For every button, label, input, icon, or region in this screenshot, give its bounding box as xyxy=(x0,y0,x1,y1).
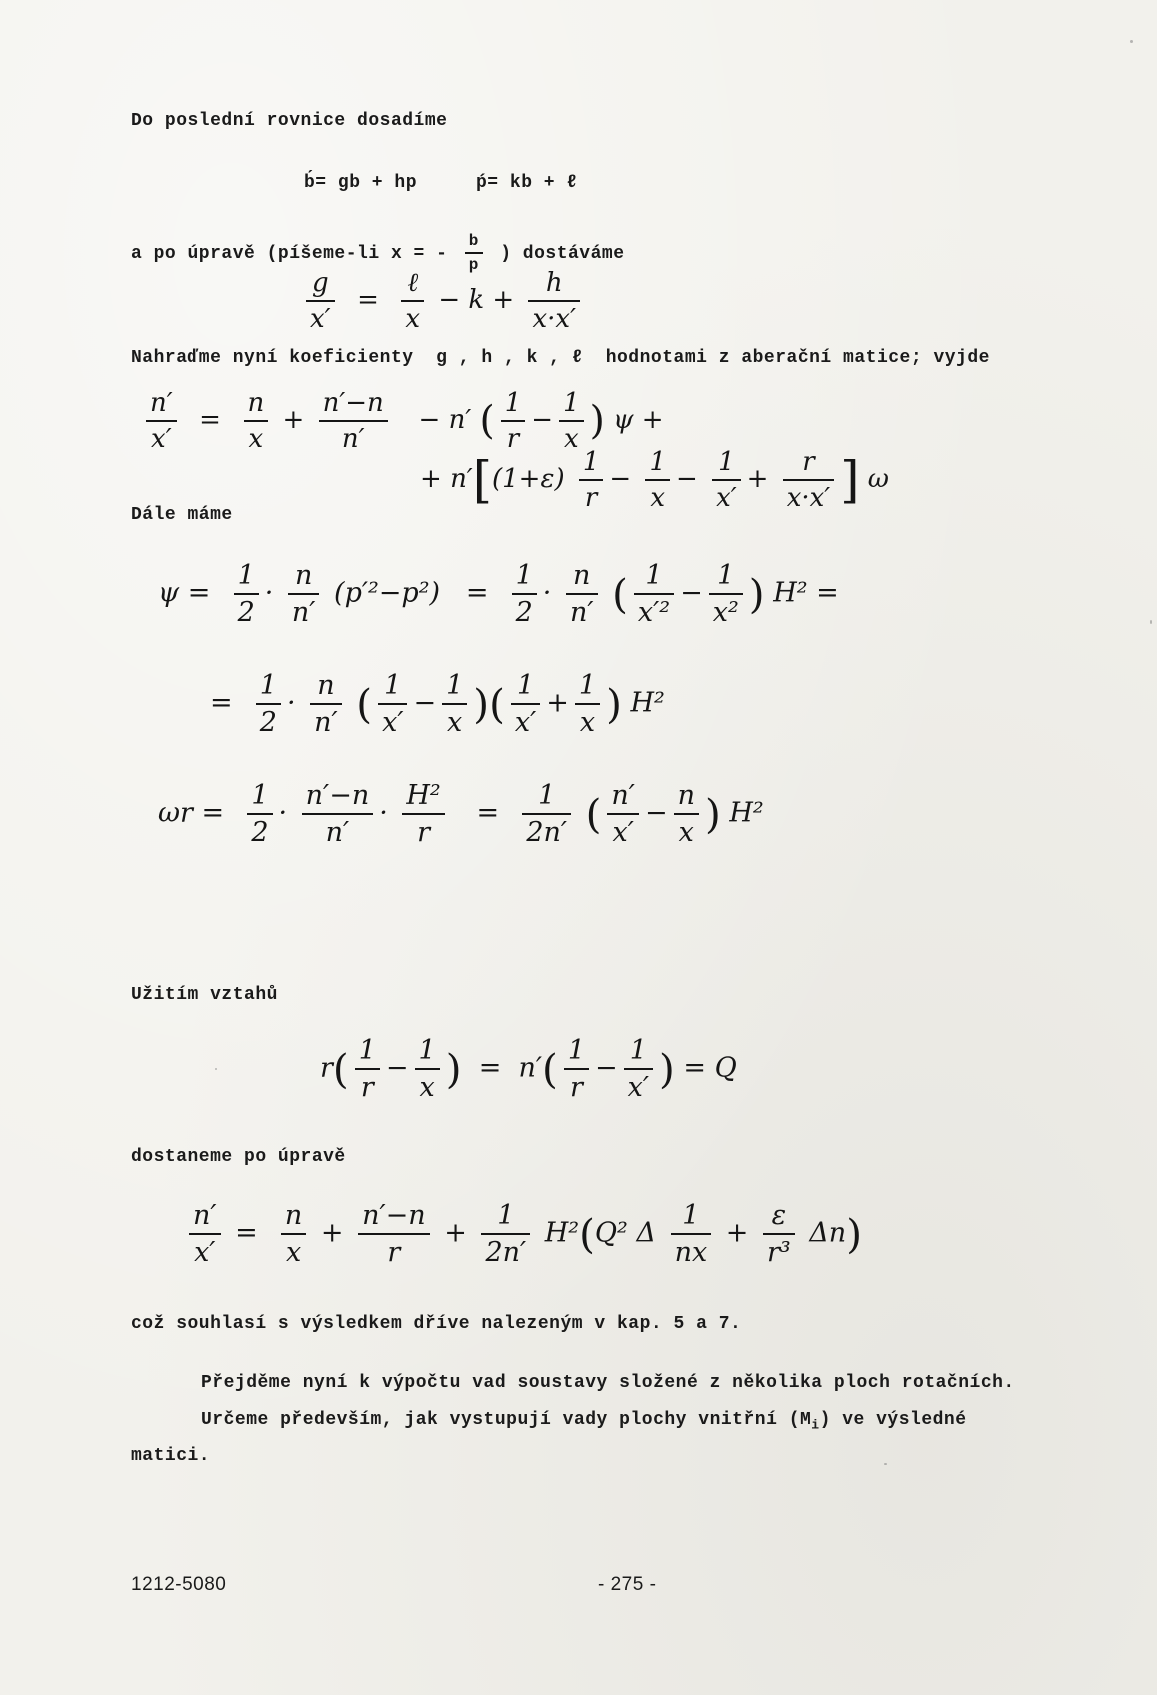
frac-1-x2 xyxy=(709,560,743,628)
one-symbol: 1 xyxy=(237,560,255,591)
one-symbol: 1 xyxy=(358,1035,376,1066)
frac-n-x xyxy=(674,780,699,848)
r-symbol: r xyxy=(358,1233,430,1268)
frac-1-x xyxy=(442,670,467,738)
frac-1-2np xyxy=(522,780,571,848)
xxp-symbol: x·x′ xyxy=(528,300,580,334)
r-symbol: r xyxy=(802,447,815,477)
x-symbol: x xyxy=(559,420,584,454)
frac-n-x xyxy=(281,1200,306,1268)
frac-1-r xyxy=(579,447,604,513)
npmn-symbol: n′−n xyxy=(362,1200,426,1231)
r-symbol: r xyxy=(564,1068,589,1103)
n-symbol: n xyxy=(573,560,591,591)
coefficients-list: g , h , k , ℓ xyxy=(436,348,584,368)
one-symbol: 1 xyxy=(629,1035,647,1066)
np-symbol: n′ xyxy=(150,388,173,418)
r-symbol: r xyxy=(579,479,604,513)
frac-n-x xyxy=(244,388,269,454)
np-factor: n′ xyxy=(518,1052,543,1084)
x2-symbol: x² xyxy=(709,593,743,628)
delta-n-symbol: Δn xyxy=(809,1217,847,1249)
xp2-symbol: x′² xyxy=(634,593,674,628)
scan-speck xyxy=(1130,40,1133,43)
frac-n-np xyxy=(288,560,320,628)
xp-symbol: x′ xyxy=(511,703,540,738)
substitution-b: b́= gb + hp xyxy=(304,173,418,193)
equation-Q: r( $\frac{1}{r}$ − $\frac{1}{x}$ ) = n′( $\frac{1}{r}$ − $\frac{1}{x'}$ ) = Q xyxy=(320,1035,737,1103)
Q2-symbol: Q² xyxy=(594,1217,628,1249)
xp-symbol: x′ xyxy=(607,813,639,848)
matrix-word-line: matici. xyxy=(131,1446,211,1466)
np-symbol: n′ xyxy=(611,780,635,811)
frac-1-2 xyxy=(234,560,259,628)
two-symbol: 2 xyxy=(247,813,272,848)
agreement-line: což souhlasí s výsledkem dříve nalezeným v kap. 5 a 7. xyxy=(131,1314,742,1334)
psi-symbol: ψ xyxy=(613,405,634,435)
subscript-i: i xyxy=(811,1417,820,1433)
frac-1-xp xyxy=(378,670,407,738)
one-symbol: 1 xyxy=(649,447,667,477)
scan-speck xyxy=(1150,620,1152,624)
frac-1-2 xyxy=(512,560,537,628)
one-symbol: 1 xyxy=(504,388,522,418)
r3-symbol: r³ xyxy=(763,1233,795,1268)
equation-psi-factored: = $\frac{1}{2}$ · $\frac{n}{n'}$ ( $\frac{1}{x'}$ − $\frac{1}{x}$ )( $\frac{1}{x'}$ + $\frac{1}{x}$ ) H² xyxy=(210,670,665,738)
npmn-symbol: n′−n xyxy=(305,780,370,811)
frac-1-r xyxy=(564,1035,589,1103)
internal-surface-text: Určeme především, jak vystupují vady plochy vnitřní (M xyxy=(201,1410,812,1430)
one-symbol: 1 xyxy=(384,670,402,701)
frac-1-x xyxy=(559,388,584,454)
one-symbol: 1 xyxy=(538,780,556,811)
H2-symbol: H² xyxy=(729,797,764,829)
frac-1-xp xyxy=(624,1035,653,1103)
one-symbol: 1 xyxy=(259,670,277,701)
frac-r-xxp xyxy=(783,447,835,513)
page-number: - 275 - xyxy=(598,1574,657,1595)
xxp-symbol: x·x′ xyxy=(783,479,835,513)
frac-1-x xyxy=(645,447,670,513)
coefficients-line xyxy=(131,348,990,368)
one-symbol: 1 xyxy=(582,447,600,477)
eps-symbol: ε xyxy=(771,1200,787,1231)
internal-surface-line xyxy=(201,1410,967,1433)
frac-1-x xyxy=(575,670,600,738)
twonp-symbol: 2n′ xyxy=(481,1233,530,1268)
b-symbol: b xyxy=(468,232,479,250)
frac-eps-r3 xyxy=(763,1200,795,1268)
frac-1-nx xyxy=(671,1200,712,1268)
H2-symbol: H² xyxy=(773,577,808,609)
frac-npmn-np xyxy=(319,388,388,454)
xp-symbol: x′ xyxy=(624,1068,653,1103)
n-symbol: n xyxy=(294,560,313,591)
document-code: 1212-5080 xyxy=(131,1574,227,1595)
np-factor: n′ xyxy=(450,464,473,494)
npmn-symbol: n′−n xyxy=(322,388,384,418)
one-symbol: 1 xyxy=(251,780,269,811)
frac-H2-r xyxy=(402,780,444,848)
xp-symbol: x′ xyxy=(306,300,335,334)
n-symbol: n xyxy=(247,388,265,418)
omega-r-symbol: ωr xyxy=(158,797,193,829)
twonp-symbol: 2n′ xyxy=(522,813,571,848)
frac-1-r xyxy=(355,1035,380,1103)
further-line: Dále máme xyxy=(131,505,233,525)
np-factor: n′ xyxy=(448,405,472,435)
np-symbol: n′ xyxy=(310,703,342,738)
xp-symbol: x′ xyxy=(378,703,407,738)
n-symbol: n xyxy=(317,670,335,701)
frac-1-2 xyxy=(247,780,272,848)
n-symbol: n xyxy=(284,1200,303,1231)
g-symbol: g xyxy=(311,268,329,298)
equation-g-l-k-h: $\frac{g}{x'}$ = $\frac{\text{ℓ}}{x}$ − k + $\frac{h}{x\cdot x'}$ xyxy=(300,268,586,334)
frac-np-xp xyxy=(607,780,639,848)
substitution-p: ṕ= kb + ℓ xyxy=(476,173,578,193)
r-symbol: r xyxy=(501,420,526,454)
using-relations-line: Užitím vztahů xyxy=(131,985,278,1005)
np-symbol: n′ xyxy=(302,813,374,848)
p-symbol: p xyxy=(465,252,483,274)
one-symbol: 1 xyxy=(446,670,464,701)
one-symbol: 1 xyxy=(682,1200,700,1231)
xp-symbol: x′ xyxy=(712,479,741,513)
np-symbol: n′ xyxy=(566,593,598,628)
x-symbol: x xyxy=(674,813,699,848)
one-symbol: 1 xyxy=(645,560,663,591)
frac-1-xp2 xyxy=(634,560,674,628)
n-symbol: n xyxy=(677,780,695,811)
frac-1-xp xyxy=(511,670,540,738)
xp-symbol: x′ xyxy=(189,1233,221,1268)
scan-speck xyxy=(884,1463,887,1465)
equation-final: $\frac{n'}{x'}$ = $\frac{n}{x}$ + $\frac{n'-n}{r}$ + $\frac{1}{2n'}$ H²(Q² Δ $\frac{1}{nx}$ + $\frac{\varepsilon}{\text{r³}}$ Δn) xyxy=(183,1200,862,1268)
frac-1-x xyxy=(415,1035,440,1103)
H2-symbol: H² xyxy=(630,687,665,719)
x-symbol: x xyxy=(401,300,424,334)
one-symbol: 1 xyxy=(516,670,535,701)
x-symbol: x xyxy=(575,703,600,738)
one-symbol: 1 xyxy=(515,560,533,591)
one-symbol: 1 xyxy=(718,447,735,477)
h-symbol: h xyxy=(545,268,563,298)
coefficients-text-end: hodnotami z aberační matice; vyjde xyxy=(605,348,990,368)
psi-symbol: ψ xyxy=(158,577,180,609)
equation-np-xp: $\frac{n'}{x'}$ = $\frac{n}{x}$ + $\frac{n'-n}{n'}$ − n′ ( $\frac{1}{r}$ − $\frac{1}{x}$ ) ψ + xyxy=(140,388,664,454)
result-intro-line: dostaneme po úpravě xyxy=(131,1147,346,1167)
minus-k-term: − k + xyxy=(438,285,515,315)
frac-np-xp xyxy=(146,388,177,454)
xp-symbol: x′ xyxy=(146,420,177,454)
frac-n-np xyxy=(566,560,598,628)
frac-g-xp xyxy=(306,268,335,334)
equation-psi: ψ = $\frac{1}{2}$ · $\frac{n}{n'}$ (p′²−p²) = $\frac{1}{2}$ · $\frac{n}{n'}$ ( $\frac{1}{\text{x′²}}$ − $\frac{1}{\text{x²}}$ ) H² = xyxy=(158,560,839,628)
one-symbol: 1 xyxy=(497,1200,515,1231)
x-symbol: x xyxy=(244,420,269,454)
next-topic-line: Přejděme nyní k výpočtu vad soustavy složené z několika ploch rotačních. xyxy=(201,1373,1015,1393)
equation-omega-r: ωr = $\frac{1}{2}$ · $\frac{n'-n}{n'}$ · $\frac{\text{H²}}{r}$ = $\frac{1}{2n'}$ ( $\frac{n'}{x'}$ − $\frac{n}{x}$ ) H² xyxy=(158,780,764,848)
frac-1-r xyxy=(501,388,526,454)
nx-symbol: nx xyxy=(671,1233,712,1268)
one-symbol: 1 xyxy=(563,388,580,418)
np-symbol: n′ xyxy=(193,1200,217,1231)
H2-symbol: H² xyxy=(406,780,441,811)
frac-l-x xyxy=(401,268,424,334)
rearrangement-text-end: ) dostáváme xyxy=(500,243,625,264)
frac-n-np xyxy=(310,670,342,738)
coefficients-text: Nahraďme nyní koeficienty xyxy=(131,348,414,368)
one-symbol: 1 xyxy=(567,1035,586,1066)
x-symbol: x xyxy=(415,1068,440,1103)
one-symbol: 1 xyxy=(418,1035,436,1066)
eps-symbol: ε xyxy=(540,464,555,494)
two-symbol: 2 xyxy=(234,593,259,628)
frac-1-2 xyxy=(256,670,281,738)
two-symbol: 2 xyxy=(256,703,281,738)
ell-symbol: ℓ xyxy=(407,268,419,298)
x-symbol: x xyxy=(645,479,670,513)
one-symbol: 1 xyxy=(578,670,597,701)
x-symbol: x xyxy=(442,703,467,738)
frac-h-xxp xyxy=(528,268,580,334)
frac-npmn-np xyxy=(302,780,374,848)
H2-symbol: H² xyxy=(544,1217,580,1249)
frac-1-xp xyxy=(712,447,741,513)
Q-symbol: Q xyxy=(714,1052,737,1084)
internal-surface-text-end: ) ve výsledné xyxy=(819,1410,967,1430)
np-symbol: n′ xyxy=(288,593,320,628)
two-symbol: 2 xyxy=(512,593,537,628)
intro-line: Do poslední rovnice dosadíme xyxy=(131,111,448,131)
frac-1-2np xyxy=(481,1200,530,1268)
r-symbol: r xyxy=(355,1068,380,1103)
one-symbol: 1 xyxy=(717,560,735,591)
frac-npmn-r xyxy=(358,1200,430,1268)
np-symbol: n′ xyxy=(319,420,388,454)
scan-speck xyxy=(215,1068,217,1070)
r-symbol: r xyxy=(402,813,444,848)
r-factor: r xyxy=(320,1052,333,1084)
equation-omega-bracket: + n′[(1+ε) $\frac{1}{r}$ − $\frac{1}{x}$ − $\frac{1}{x'}$ + $\frac{r}{x\cdot x'}$ ] ω xyxy=(420,447,889,513)
rearrangement-text: a po úpravě (píšeme-li x = - xyxy=(131,243,448,264)
frac-np-xp xyxy=(189,1200,221,1268)
x-symbol: x xyxy=(281,1233,306,1268)
